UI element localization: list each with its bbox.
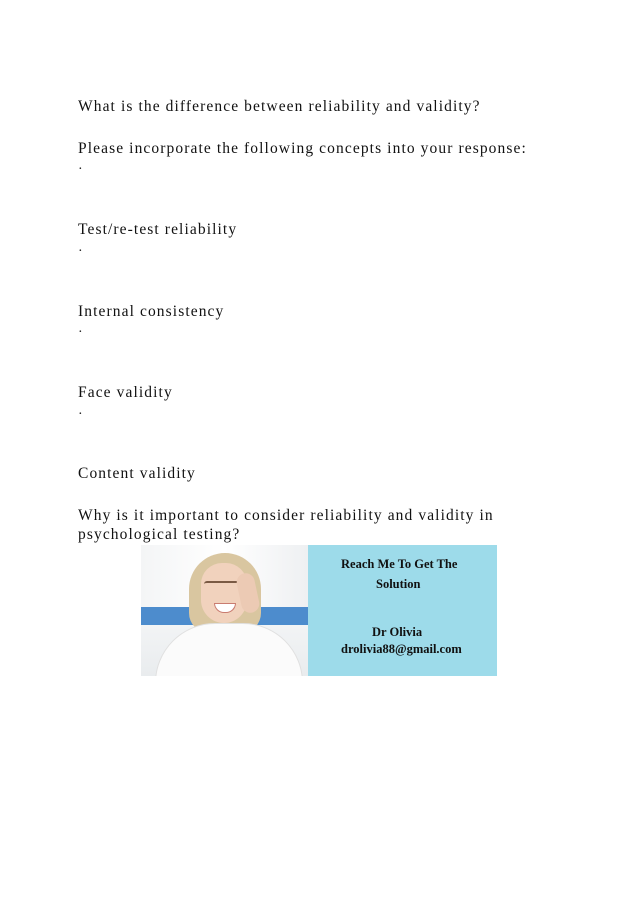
bullet-marker: · <box>78 325 83 340</box>
concept-test-retest: Test/re-test reliability <box>78 221 238 238</box>
contact-info-panel <box>308 545 497 676</box>
question-2-line-2: psychological testing? <box>78 526 241 543</box>
question-2-line-1: Why is it important to consider reliability and validity in <box>78 507 494 524</box>
contact-banner <box>141 545 497 676</box>
concept-internal-consistency: Internal consistency <box>78 303 225 320</box>
banner-line-1: Reach Me To Get The <box>341 557 458 571</box>
contact-email: drolivia88@gmail.com <box>341 642 462 656</box>
concept-content-validity: Content validity <box>78 465 196 482</box>
bullet-marker: · <box>78 407 83 422</box>
woman-photo <box>141 545 308 676</box>
concept-face-validity: Face validity <box>78 384 173 401</box>
contact-name: Dr Olivia <box>372 625 423 639</box>
bullet-marker: · <box>78 162 83 177</box>
instruction-text: Please incorporate the following concepts into your response: <box>78 140 527 157</box>
banner-line-2: Solution <box>376 577 421 591</box>
bullet-marker: · <box>78 244 83 259</box>
question-text: What is the difference between reliability and validity? <box>78 98 481 115</box>
